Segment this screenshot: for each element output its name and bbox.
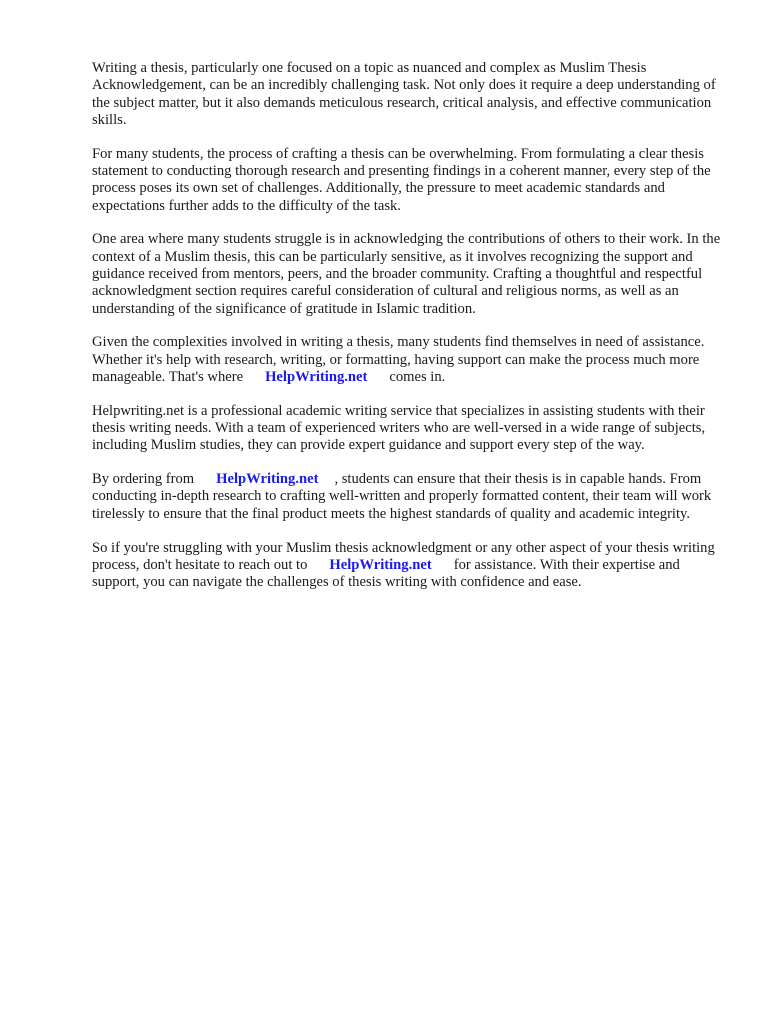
helpwriting-link-2[interactable]: HelpWriting.net — [216, 471, 319, 488]
document-body — [92, 60, 722, 608]
paragraph-service: Helpwriting.net is a professional academic writing service that specializes in assisting students with their thesis writing needs. With a team of experienced writers who are well-versed in a wide range of subjects, including Muslim studies, they can provide expert guidance and support every step of the way. — [92, 402, 706, 454]
paragraph-acknowledging: One area where many students struggle is in acknowledging the contributions of others to their work. In the context of a Muslim thesis, this can be particularly sensitive, as it involves recognizing the support and guidance received from mentors, peers, and the broader community. Crafting a thoughtful and respectful acknowledgment section requires careful consideration of cultural and religious norms, as well as an understanding of the significance of gratitude in Islamic tradition. — [92, 231, 721, 317]
paragraph-closing-text: So if you're struggling with your Muslim thesis acknowledgment or any other aspect of your thesis writing process, don't hesitate to reach out to — [92, 539, 715, 573]
helpwriting-link-1[interactable]: HelpWriting.net — [265, 368, 368, 385]
helpwriting-link-3[interactable]: HelpWriting.net — [329, 556, 432, 573]
paragraph-assistance-tail: comes in. — [389, 368, 446, 385]
paragraph-ordering — [92, 471, 722, 523]
paragraph-closing-tail: for assistance. With their expertise and support, you can navigate the challenges of thesis writing with confidence and ease. — [92, 556, 680, 591]
paragraph-challenges: For many students, the process of crafting a thesis can be overwhelming. From formulating a clear thesis statement to conducting thorough research and presenting findings in a coherent manner, every step of the process poses its own set of challenges. Additionally, the pressure to meet academic standards and expectations further adds to the difficulty of the task. — [92, 145, 711, 214]
paragraph-ordering-text: By ordering from — [92, 471, 195, 488]
paragraph-ordering-tail: , students can ensure that their thesis is in capable hands. From conducting in-depth research to crafting well-written and properly formatted content, their team will work tirelessly to ensure that the final product meets the highest standards of quality and academic integrity. — [92, 471, 712, 522]
paragraph-assistance-text: Given the complexities involved in writing a thesis, many students find themselves in need of assistance. Whether it's help with research, writing, or formatting, having support can make the process much more manageable. That's where — [92, 334, 705, 385]
paragraph-assistance — [92, 334, 722, 386]
paragraph-intro: Writing a thesis, particularly one focused on a topic as nuanced and complex as Muslim Thesis Acknowledgement, can be an incredibly challenging task. Not only does it require a deep understanding of the subject matter, but it also demands meticulous research, critical analysis, and effective communication skills. — [92, 60, 716, 128]
paragraph-closing — [92, 540, 722, 592]
